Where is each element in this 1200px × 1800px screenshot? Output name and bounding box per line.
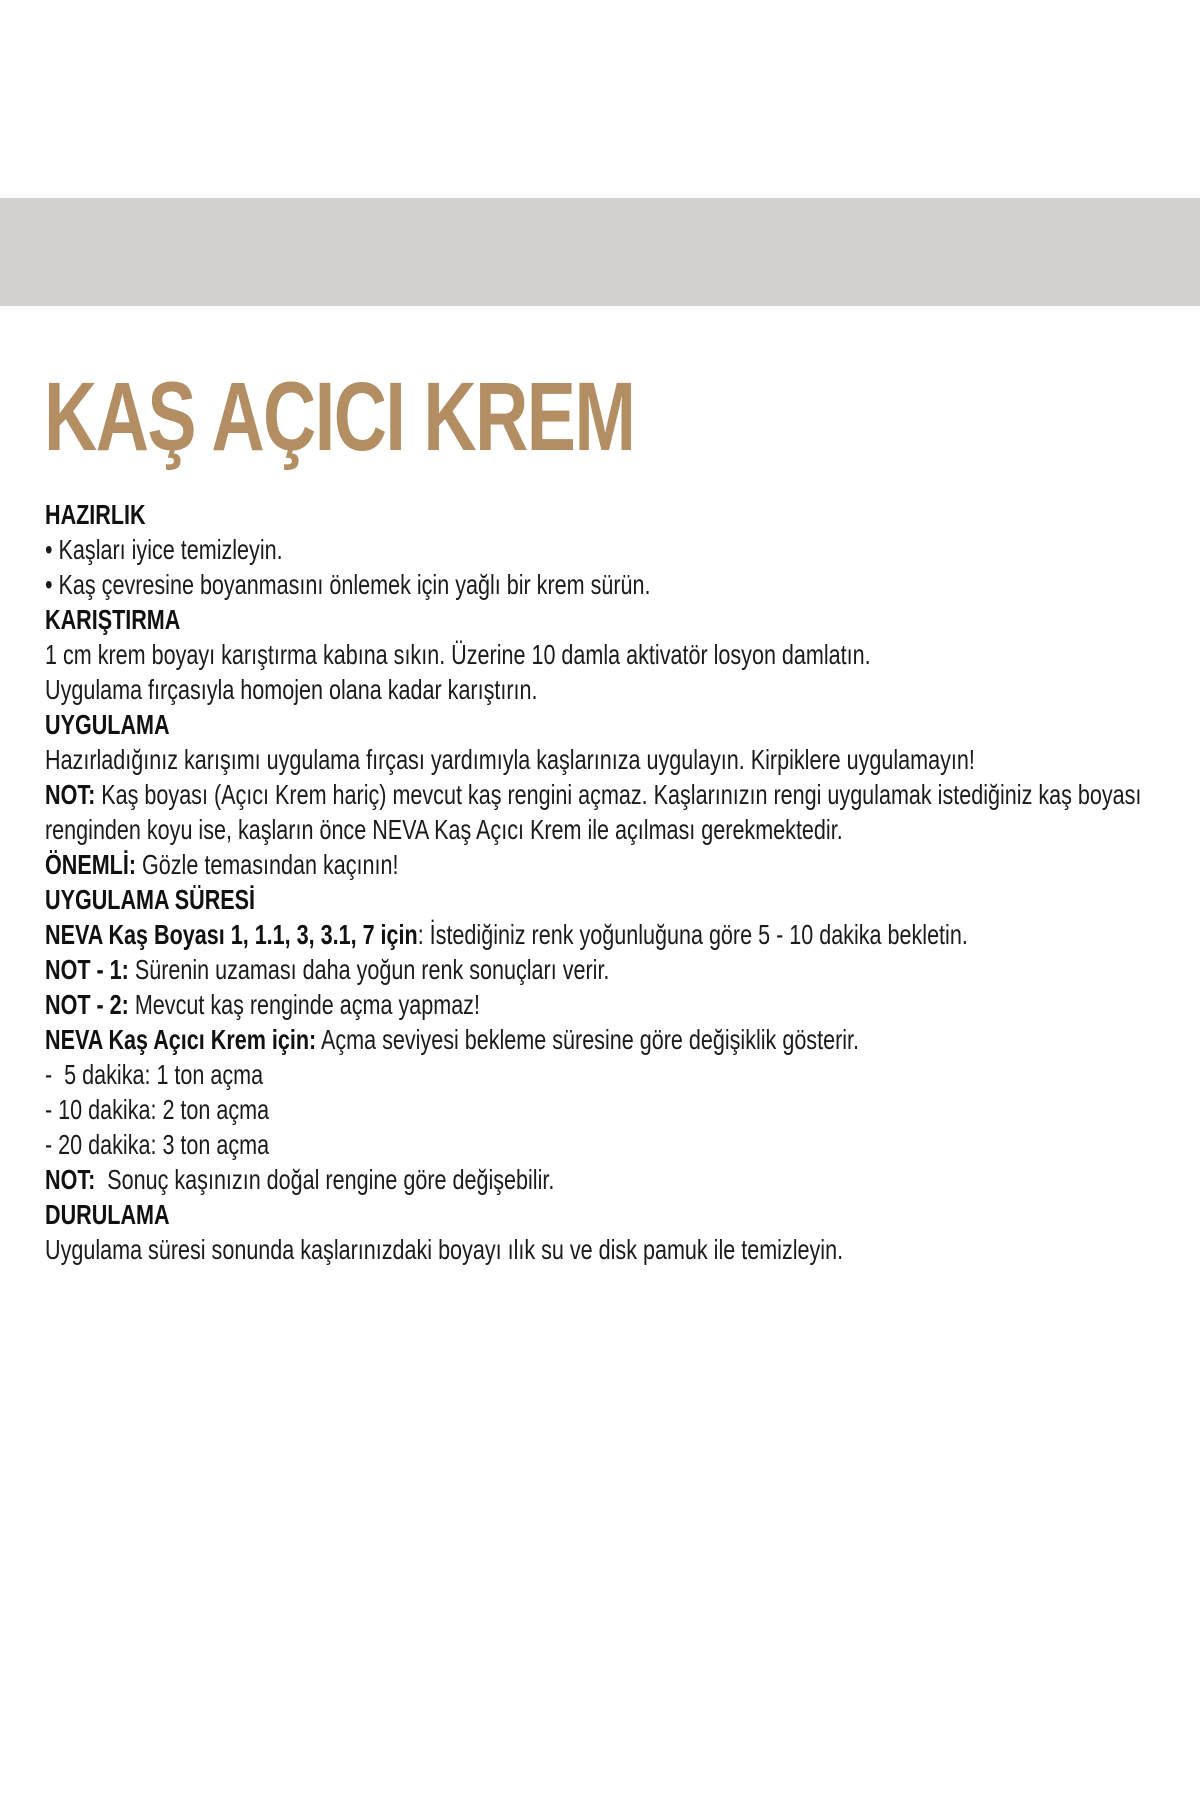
hazirlik-bullet-2: • Kaş çevresine boyanmasını önlemek için yağlı bir krem sürün. (45, 569, 651, 600)
ton-item-1: - 5 dakika: 1 ton açma (45, 1059, 264, 1090)
not-1-line (45, 952, 1185, 987)
uygulama-line-1: Hazırladığınız karışımı uygulama fırçası yardımıyla kaşlarınıza uygulayın. Kirpiklere uygulamayın! (45, 744, 975, 775)
karistirma-line-1: 1 cm krem boyayı karıştırma kabına sıkın. Üzerine 10 damla aktivatör losyon damlatın. (45, 639, 871, 670)
not-1-label: NOT - 1: (45, 954, 129, 985)
uygulama-note (45, 777, 1185, 847)
ton-item-2: - 10 dakika: 2 ton açma (45, 1094, 270, 1125)
not-2-label: NOT - 2: (45, 989, 129, 1020)
boya-duration-line (45, 917, 1185, 952)
document-body (45, 497, 1185, 1267)
onemli-note (45, 847, 1185, 882)
boya-duration-text: : İstediğiniz renk yoğunluğuna göre 5 - 10 dakika bekletin. (417, 919, 968, 950)
uygulama-note-label: NOT: (45, 779, 96, 810)
durulama-line-1: Uygulama süresi sonunda kaşlarınızdaki boyayı ılık su ve disk pamuk ile temizleyin. (45, 1234, 844, 1265)
header-band (0, 198, 1200, 306)
krem-duration-line (45, 1022, 1185, 1057)
section-heading-durulama: DURULAMA (45, 1199, 170, 1230)
uygulama-note-text-line-1: Kaş boyası (Açıcı Krem hariç) mevcut kaş rengini açmaz. Kaşlarınızın rengi uygulamak istediğiniz kaş boyası (101, 779, 1142, 810)
page-title: KAŞ AÇICI KREM (44, 362, 635, 471)
not-2-line (45, 987, 1185, 1022)
hazirlik-bullet-1: • Kaşları iyice temizleyin. (45, 534, 283, 565)
sonuc-note-label: NOT: (45, 1164, 96, 1195)
sonuc-note-text: Sonuç kaşınızın doğal rengine göre değişebilir. (95, 1164, 555, 1195)
section-heading-uygulama-suresi: UYGULAMA SÜRESİ (45, 884, 256, 915)
onemli-text: Gözle temasından kaçının! (142, 849, 399, 880)
krem-duration-text: Açma seviyesi bekleme süresine göre değişiklik gösterir. (320, 1024, 860, 1055)
sonuc-note (45, 1162, 1185, 1197)
section-heading-hazirlik: HAZIRLIK (45, 499, 146, 530)
onemli-label: ÖNEMLİ: (45, 849, 137, 880)
not-2-text: Mevcut kaş renginde açma yapmaz! (134, 989, 480, 1020)
section-heading-karistirma: KARIŞTIRMA (45, 604, 181, 635)
krem-duration-label: NEVA Kaş Açıcı Krem için: (45, 1024, 317, 1055)
uygulama-note-text-line-2: renginden koyu ise, kaşların önce NEVA Kaş Açıcı Krem ile açılması gerekmektedir. (45, 814, 843, 845)
section-heading-uygulama: UYGULAMA (45, 709, 170, 740)
ton-item-3: - 20 dakika: 3 ton açma (45, 1129, 270, 1160)
not-1-text: Sürenin uzaması daha yoğun renk sonuçları verir. (134, 954, 610, 985)
karistirma-line-2: Uygulama fırçasıyla homojen olana kadar karıştırın. (45, 674, 538, 705)
boya-duration-label: NEVA Kaş Boyası 1, 1.1, 3, 3.1, 7 için (45, 919, 418, 950)
